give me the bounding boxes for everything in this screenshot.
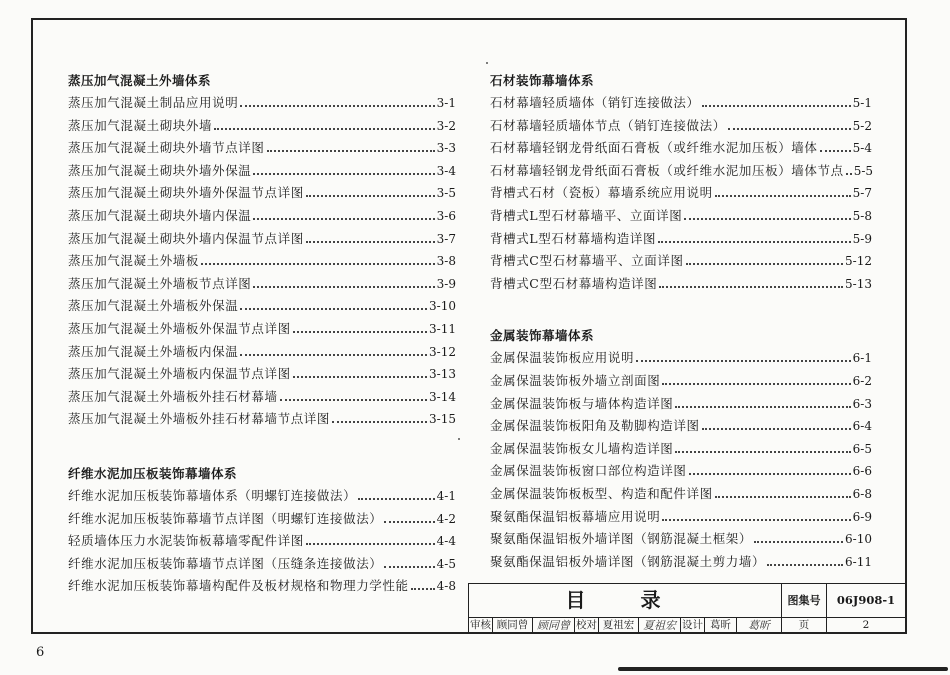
dot-leader bbox=[214, 127, 435, 130]
section-title: 石材装饰幕墙体系 bbox=[490, 73, 595, 88]
dot-leader bbox=[675, 405, 850, 408]
toc-entry-page: 5-13 bbox=[845, 276, 872, 291]
design-name: 葛昕 bbox=[705, 617, 737, 634]
toc-entry[interactable] bbox=[68, 532, 456, 555]
toc-entry-title: 蒸压加气混凝土外墙板内保温节点详图 bbox=[68, 366, 291, 382]
toc-entry-page: 6-6 bbox=[852, 464, 872, 479]
toc-entry-page: 3-12 bbox=[429, 344, 456, 359]
toc-entry-title: 蒸压加气混凝土砌块外墙节点详图 bbox=[68, 140, 265, 156]
dot-leader bbox=[820, 149, 851, 152]
dot-leader bbox=[754, 540, 843, 543]
toc-entry[interactable] bbox=[68, 117, 456, 140]
section-title: 纤维水泥加压板装饰幕墙体系 bbox=[68, 465, 238, 481]
toc-entry-title: 金属保温装饰板应用说明 bbox=[490, 350, 635, 366]
check-signature: 夏祖宏 bbox=[639, 617, 681, 634]
toc-entry-title: 蒸压加气混凝土砌块外墙 bbox=[68, 117, 213, 133]
toc-entry[interactable] bbox=[490, 462, 872, 485]
review-name: 顾同曾 bbox=[493, 617, 533, 634]
dot-leader bbox=[240, 307, 427, 310]
section-title: 金属装饰幕墙体系 bbox=[490, 328, 595, 344]
toc-entry[interactable] bbox=[68, 139, 456, 162]
page-number: 2 bbox=[862, 619, 870, 631]
toc-entry-page: 6-2 bbox=[852, 373, 872, 388]
toc-entry[interactable] bbox=[490, 207, 872, 230]
toc-entry-page: 3-6 bbox=[436, 208, 456, 223]
toc-entry-page: 3-15 bbox=[429, 412, 456, 427]
toc-entry-title: 聚氨酯保温铝板幕墙应用说明 bbox=[490, 508, 661, 524]
toc-entry[interactable] bbox=[68, 94, 456, 117]
toc-entry-title: 石材幕墙轻钢龙骨纸面石膏板（或纤维水泥加压板）墙体节点 bbox=[490, 162, 844, 178]
dot-leader bbox=[293, 375, 427, 378]
atlas-number: 06J908-1 bbox=[836, 593, 896, 607]
toc-entry-page: 5-5 bbox=[853, 163, 874, 178]
dot-leader bbox=[702, 104, 851, 107]
toc-left-column bbox=[68, 72, 456, 600]
toc-entry-title: 石材幕墙轻质墙体（销钉连接做法） bbox=[490, 95, 700, 110]
design-signature: 葛昕 bbox=[737, 617, 782, 634]
dot-leader bbox=[253, 217, 434, 220]
dot-leader bbox=[684, 217, 850, 220]
dot-leader bbox=[846, 172, 852, 175]
toc-entry-title: 金属保温装饰板窗口部位构造详图 bbox=[490, 463, 687, 479]
toc-entry[interactable] bbox=[68, 230, 456, 253]
toc-entry-page: 3-9 bbox=[436, 276, 456, 291]
toc-entry-page: 3-1 bbox=[436, 96, 456, 110]
toc-entry-title: 背槽式C型石材幕墙构造详图 bbox=[490, 275, 658, 291]
toc-entry-title: 蒸压加气混凝土砌块外墙外保温节点详图 bbox=[68, 185, 304, 201]
toc-right-column bbox=[490, 72, 872, 575]
toc-entry[interactable] bbox=[490, 162, 872, 185]
toc-entry-title: 蒸压加气混凝土砌块外墙内保温 bbox=[68, 207, 252, 223]
toc-entry-title: 背槽式L型石材幕墙平、立面详图 bbox=[490, 207, 683, 223]
dot-leader bbox=[662, 382, 850, 385]
dot-leader bbox=[240, 353, 427, 356]
toc-entry-title: 蒸压加气混凝土外墙板外挂石材幕墙节点详图 bbox=[68, 411, 331, 427]
toc-entry-page: 6-8 bbox=[852, 486, 872, 501]
design-label: 设计 bbox=[681, 617, 705, 634]
toc-entry[interactable] bbox=[490, 230, 872, 253]
atlas-number-label: 图集号 bbox=[782, 584, 827, 617]
toc-entry-title: 金属保温装饰板外墙立剖面图 bbox=[490, 372, 661, 388]
toc-entry-title: 金属保温装饰板阳角及勒脚构造详图 bbox=[490, 418, 700, 434]
toc-entry-page: 4-8 bbox=[436, 579, 456, 594]
toc-entry[interactable] bbox=[490, 530, 872, 553]
section-title: 蒸压加气混凝土外墙体系 bbox=[68, 73, 212, 88]
title-block-title: 目 录 bbox=[469, 584, 782, 617]
dot-leader bbox=[267, 149, 435, 152]
dot-leader bbox=[636, 359, 851, 362]
review-label: 审核 bbox=[469, 617, 493, 634]
dot-leader bbox=[659, 285, 843, 288]
toc-entry[interactable] bbox=[68, 162, 456, 185]
toc-entry[interactable] bbox=[68, 388, 456, 411]
dot-leader bbox=[702, 427, 851, 430]
toc-entry-page: 3-4 bbox=[436, 163, 456, 178]
toc-entry-title: 蒸压加气混凝土外墙板节点详图 bbox=[68, 275, 252, 291]
toc-entry[interactable] bbox=[68, 297, 456, 320]
toc-entry[interactable] bbox=[490, 349, 872, 372]
title-block bbox=[468, 583, 905, 633]
toc-entry[interactable] bbox=[490, 553, 872, 576]
toc-entry[interactable] bbox=[68, 487, 456, 510]
toc-entry-page: 4-2 bbox=[436, 511, 456, 526]
toc-entry-page: 3-3 bbox=[436, 141, 456, 156]
toc-entry-title: 纤维水泥加压板装饰幕墙节点详图（明螺钉连接做法） bbox=[68, 510, 383, 526]
toc-entry-title: 蒸压加气混凝土外墙板 bbox=[68, 253, 200, 269]
check-name: 夏祖宏 bbox=[599, 617, 639, 634]
dot-leader bbox=[253, 172, 434, 175]
toc-entry-title: 蒸压加气混凝土外墙板外挂石材幕墙 bbox=[68, 388, 278, 404]
dot-leader bbox=[201, 262, 435, 265]
section-gap bbox=[68, 433, 456, 465]
toc-entry-title: 金属保温装饰板板型、构造和配件详图 bbox=[490, 485, 713, 501]
toc-entry-page: 6-1 bbox=[852, 351, 872, 366]
toc-entry-page: 4-5 bbox=[436, 556, 456, 571]
scan-edge-mark bbox=[618, 667, 948, 671]
dot-leader bbox=[240, 104, 434, 107]
toc-entry[interactable] bbox=[490, 395, 872, 418]
dot-leader bbox=[658, 240, 851, 243]
section-gap bbox=[490, 297, 872, 327]
dot-leader bbox=[306, 542, 435, 545]
toc-entry[interactable] bbox=[490, 417, 872, 440]
toc-entry[interactable] bbox=[68, 320, 456, 343]
dot-leader bbox=[332, 420, 427, 423]
toc-entry-page: 6-10 bbox=[845, 532, 872, 547]
dot-leader bbox=[675, 450, 850, 453]
scan-speck bbox=[458, 438, 460, 440]
dot-leader bbox=[767, 563, 843, 566]
toc-entry-title: 纤维水泥加压板装饰幕墙节点详图（压缝条连接做法） bbox=[68, 555, 383, 571]
toc-entry[interactable] bbox=[68, 184, 456, 207]
toc-entry[interactable] bbox=[68, 252, 456, 275]
toc-entry[interactable] bbox=[68, 365, 456, 388]
toc-entry-page: 3-2 bbox=[436, 118, 456, 133]
toc-entry-page: 4-1 bbox=[436, 488, 456, 503]
toc-entry[interactable] bbox=[490, 485, 872, 508]
dot-leader bbox=[686, 262, 843, 265]
toc-entry[interactable] bbox=[490, 94, 872, 117]
toc-entry-page: 3-7 bbox=[436, 231, 456, 246]
toc-entry[interactable] bbox=[68, 577, 456, 600]
dot-leader bbox=[293, 330, 427, 333]
toc-entry-title: 纤维水泥加压板装饰幕墙体系（明螺钉连接做法） bbox=[68, 487, 357, 503]
toc-entry-page: 5-7 bbox=[852, 186, 872, 201]
toc-entry-page: 6-5 bbox=[852, 441, 872, 456]
toc-entry-title: 蒸压加气混凝土外墙板内保温 bbox=[68, 343, 239, 359]
toc-entry-page: 3-10 bbox=[429, 299, 456, 314]
toc-entry-page: 6-3 bbox=[852, 396, 872, 411]
toc-entry-title: 背槽式石材（瓷板）幕墙系统应用说明 bbox=[490, 185, 713, 201]
toc-entry[interactable] bbox=[490, 372, 872, 395]
toc-entry[interactable] bbox=[490, 275, 872, 298]
dot-leader bbox=[358, 497, 434, 500]
dot-leader bbox=[253, 285, 434, 288]
toc-entry-page: 5-1 bbox=[852, 96, 872, 110]
toc-entry-title: 金属保温装饰板与墙体构造详图 bbox=[490, 395, 674, 411]
check-label: 校对 bbox=[575, 617, 599, 634]
toc-entry-title: 纤维水泥加压板装饰幕墙构配件及板材规格和物理力学性能 bbox=[68, 578, 409, 594]
toc-entry-page: 3-14 bbox=[429, 389, 456, 404]
toc-entry-page: 3-13 bbox=[429, 367, 456, 382]
toc-entry-title: 聚氨酯保温铝板外墙详图（钢筋混凝土剪力墙） bbox=[490, 553, 766, 569]
dot-leader bbox=[306, 240, 435, 243]
toc-entry-page: 6-4 bbox=[852, 419, 872, 434]
toc-entry-title: 石材幕墙轻质墙体节点（销钉连接做法） bbox=[490, 117, 726, 133]
dot-leader bbox=[411, 587, 435, 590]
toc-entry[interactable] bbox=[68, 343, 456, 366]
toc-entry-title: 聚氨酯保温铝板外墙详图（钢筋混凝土框架） bbox=[490, 531, 753, 547]
review-signature: 顾同曾 bbox=[533, 617, 575, 634]
toc-entry-title: 蒸压加气混凝土外墙板外保温节点详图 bbox=[68, 320, 291, 336]
toc-entry-title: 蒸压加气混凝土外墙板外保温 bbox=[68, 298, 239, 314]
toc-entry[interactable] bbox=[490, 508, 872, 531]
toc-entry[interactable] bbox=[68, 510, 456, 533]
toc-entry-title: 蒸压加气混凝土制品应用说明 bbox=[68, 95, 239, 110]
toc-entry-page: 6-11 bbox=[845, 554, 872, 569]
toc-entry-page: 5-8 bbox=[852, 208, 872, 223]
toc-entry-title: 金属保温装饰板女儿墙构造详图 bbox=[490, 440, 674, 456]
toc-entry[interactable] bbox=[490, 252, 872, 275]
toc-entry[interactable] bbox=[68, 410, 456, 433]
toc-entry-page: 4-4 bbox=[436, 534, 456, 549]
dot-leader bbox=[728, 127, 851, 130]
toc-entry[interactable] bbox=[490, 440, 872, 463]
dot-leader bbox=[689, 472, 851, 475]
toc-entry-title: 背槽式L型石材幕墙构造详图 bbox=[490, 230, 657, 246]
toc-entry-page: 6-9 bbox=[852, 509, 872, 524]
toc-entry-title: 蒸压加气混凝土砌块外墙外保温 bbox=[68, 162, 252, 178]
toc-entry-page: 5-2 bbox=[852, 118, 872, 133]
toc-entry-title: 轻质墙体压力水泥装饰板幕墙零配件详图 bbox=[68, 533, 304, 549]
toc-entry-page: 5-12 bbox=[845, 254, 872, 269]
dot-leader bbox=[662, 518, 850, 521]
dot-leader bbox=[715, 495, 851, 498]
toc-entry-title: 石材幕墙轻钢龙骨纸面石膏板（或纤维水泥加压板）墙体 bbox=[490, 140, 818, 156]
toc-entry[interactable] bbox=[490, 139, 872, 162]
dot-leader bbox=[384, 520, 434, 523]
sheet-number: 6 bbox=[36, 645, 45, 660]
dot-leader bbox=[280, 398, 427, 401]
dot-leader bbox=[384, 565, 434, 568]
toc-entry-page: 5-4 bbox=[852, 141, 872, 156]
toc-entry-page: 3-8 bbox=[436, 254, 456, 269]
toc-entry-page: 5-9 bbox=[852, 231, 872, 246]
toc-entry-title: 背槽式C型石材幕墙平、立面详图 bbox=[490, 253, 684, 269]
toc-entry[interactable] bbox=[68, 207, 456, 230]
toc-entry-page: 3-5 bbox=[436, 186, 456, 201]
page-label: 页 bbox=[782, 617, 827, 634]
toc-entry[interactable] bbox=[490, 117, 872, 140]
dot-leader bbox=[715, 194, 851, 197]
toc-entry-page: 3-11 bbox=[429, 321, 456, 336]
scan-speck bbox=[486, 62, 488, 64]
toc-entry[interactable] bbox=[490, 184, 872, 207]
toc-entry[interactable] bbox=[68, 275, 456, 298]
toc-entry-title: 蒸压加气混凝土砌块外墙内保温节点详图 bbox=[68, 230, 304, 246]
dot-leader bbox=[306, 194, 435, 197]
toc-entry[interactable] bbox=[68, 555, 456, 578]
